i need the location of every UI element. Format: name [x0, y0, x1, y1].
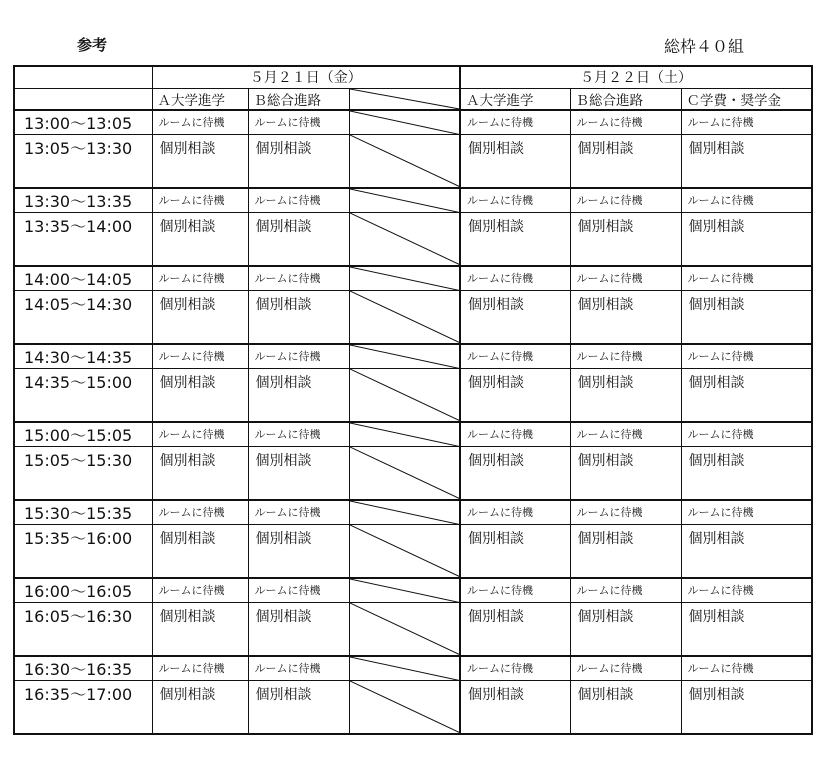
empty-cell [349, 656, 460, 681]
wait-row [14, 344, 812, 369]
wait-cell: ルームに待機 [248, 656, 349, 681]
time-cell: 15:35～16:00 [14, 525, 152, 578]
wait-cell: ルームに待機 [460, 500, 570, 525]
consult-cell: 個別相談 [248, 681, 349, 734]
consult-cell: 個別相談 [152, 525, 248, 578]
consult-cell: 個別相談 [570, 369, 681, 422]
consult-cell: 個別相談 [152, 369, 248, 422]
day-header-1: ５月２１日（金） [152, 66, 460, 88]
empty-cell [349, 603, 460, 656]
consult-cell: 個別相談 [570, 525, 681, 578]
wait-row [14, 578, 812, 603]
consult-cell: 個別相談 [681, 603, 812, 656]
page-label: 参考 [77, 36, 108, 54]
wait-cell: ルームに待機 [248, 188, 349, 213]
wait-cell: ルームに待機 [570, 266, 681, 291]
col-header: Ｃ学費・奨学金 [681, 88, 812, 110]
consult-cell: 個別相談 [248, 603, 349, 656]
col-header: Ｂ総合進路 [570, 88, 681, 110]
wait-cell: ルームに待機 [570, 188, 681, 213]
wait-row [14, 110, 812, 135]
empty-cell [349, 213, 460, 266]
consult-row [14, 291, 812, 344]
wait-row [14, 656, 812, 681]
wait-cell: ルームに待機 [681, 578, 812, 603]
wait-cell: ルームに待機 [152, 110, 248, 135]
time-cell: 13:00～13:05 [14, 110, 152, 135]
consult-cell: 個別相談 [681, 681, 812, 734]
consult-cell: 個別相談 [248, 447, 349, 500]
time-cell: 14:35～15:00 [14, 369, 152, 422]
time-cell: 16:05～16:30 [14, 603, 152, 656]
wait-row [14, 500, 812, 525]
consult-cell: 個別相談 [152, 447, 248, 500]
consult-cell: 個別相談 [248, 135, 349, 188]
empty-cell [349, 110, 460, 135]
consult-cell: 個別相談 [248, 525, 349, 578]
time-cell: 13:30～13:35 [14, 188, 152, 213]
consult-cell: 個別相談 [460, 135, 570, 188]
wait-cell: ルームに待機 [152, 266, 248, 291]
consult-cell: 個別相談 [460, 603, 570, 656]
wait-cell: ルームに待機 [248, 578, 349, 603]
wait-cell: ルームに待機 [570, 656, 681, 681]
consult-row [14, 603, 812, 656]
header-row-columns [14, 88, 812, 110]
col-header: Ｂ総合進路 [248, 88, 349, 110]
empty-cell [349, 88, 460, 110]
time-cell: 15:00～15:05 [14, 422, 152, 447]
wait-cell: ルームに待機 [460, 656, 570, 681]
time-cell: 13:35～14:00 [14, 213, 152, 266]
time-cell: 16:35～17:00 [14, 681, 152, 734]
wait-cell: ルームに待機 [681, 500, 812, 525]
consult-cell: 個別相談 [152, 135, 248, 188]
empty-cell [349, 135, 460, 188]
consult-cell: 個別相談 [681, 135, 812, 188]
total-capacity: 総枠４０組 [664, 37, 745, 56]
wait-cell: ルームに待機 [681, 188, 812, 213]
consult-row [14, 135, 812, 188]
header-row-days [14, 66, 812, 88]
wait-cell: ルームに待機 [248, 422, 349, 447]
time-cell: 15:30～15:35 [14, 500, 152, 525]
empty-cell [349, 447, 460, 500]
wait-cell: ルームに待機 [681, 656, 812, 681]
consult-cell: 個別相談 [152, 681, 248, 734]
consult-cell: 個別相談 [248, 213, 349, 266]
wait-cell: ルームに待機 [460, 266, 570, 291]
wait-cell: ルームに待機 [248, 110, 349, 135]
wait-cell: ルームに待機 [248, 500, 349, 525]
col-header: Ａ大学進学 [460, 88, 570, 110]
empty-cell [349, 344, 460, 369]
empty-cell [349, 681, 460, 734]
wait-cell: ルームに待機 [460, 344, 570, 369]
consult-row [14, 213, 812, 266]
wait-cell: ルームに待機 [152, 188, 248, 213]
wait-cell: ルームに待機 [460, 422, 570, 447]
time-cell: 16:00～16:05 [14, 578, 152, 603]
wait-row [14, 422, 812, 447]
wait-cell: ルームに待機 [152, 578, 248, 603]
empty-cell [349, 578, 460, 603]
consult-cell: 個別相談 [570, 135, 681, 188]
consult-cell: 個別相談 [570, 603, 681, 656]
consult-cell: 個別相談 [570, 291, 681, 344]
empty-cell [349, 500, 460, 525]
consult-row [14, 525, 812, 578]
schedule-table [13, 65, 813, 735]
wait-cell: ルームに待機 [248, 266, 349, 291]
consult-cell: 個別相談 [152, 291, 248, 344]
wait-row [14, 266, 812, 291]
empty-cell [349, 525, 460, 578]
wait-cell: ルームに待機 [570, 344, 681, 369]
wait-cell: ルームに待機 [460, 110, 570, 135]
consult-row [14, 447, 812, 500]
consult-cell: 個別相談 [681, 447, 812, 500]
consult-cell: 個別相談 [460, 291, 570, 344]
consult-cell: 個別相談 [460, 213, 570, 266]
empty-cell [349, 291, 460, 344]
empty-cell [349, 422, 460, 447]
time-cell: 16:30～16:35 [14, 656, 152, 681]
consult-cell: 個別相談 [248, 291, 349, 344]
empty-cell [349, 369, 460, 422]
consult-cell: 個別相談 [152, 603, 248, 656]
wait-cell: ルームに待機 [681, 266, 812, 291]
header-corner [14, 66, 152, 88]
consult-cell: 個別相談 [460, 369, 570, 422]
consult-cell: 個別相談 [570, 447, 681, 500]
wait-cell: ルームに待機 [570, 422, 681, 447]
consult-cell: 個別相談 [152, 213, 248, 266]
wait-cell: ルームに待機 [570, 500, 681, 525]
consult-cell: 個別相談 [681, 525, 812, 578]
time-cell: 14:30～14:35 [14, 344, 152, 369]
wait-cell: ルームに待機 [248, 344, 349, 369]
time-cell: 14:00～14:05 [14, 266, 152, 291]
empty-cell [349, 266, 460, 291]
wait-cell: ルームに待機 [570, 578, 681, 603]
wait-cell: ルームに待機 [460, 188, 570, 213]
consult-cell: 個別相談 [460, 681, 570, 734]
header-corner-2 [14, 88, 152, 110]
day-header-2: ５月２２日（土） [460, 66, 812, 88]
consult-row [14, 369, 812, 422]
consult-cell: 個別相談 [570, 681, 681, 734]
consult-cell: 個別相談 [681, 291, 812, 344]
consult-cell: 個別相談 [570, 213, 681, 266]
consult-cell: 個別相談 [681, 213, 812, 266]
wait-cell: ルームに待機 [460, 578, 570, 603]
wait-cell: ルームに待機 [152, 656, 248, 681]
time-cell: 15:05～15:30 [14, 447, 152, 500]
wait-cell: ルームに待機 [681, 422, 812, 447]
wait-cell: ルームに待機 [152, 422, 248, 447]
consult-cell: 個別相談 [460, 525, 570, 578]
wait-cell: ルームに待機 [681, 344, 812, 369]
consult-cell: 個別相談 [248, 369, 349, 422]
wait-cell: ルームに待機 [681, 110, 812, 135]
consult-row [14, 681, 812, 734]
wait-row [14, 188, 812, 213]
wait-cell: ルームに待機 [152, 344, 248, 369]
col-header: Ａ大学進学 [152, 88, 248, 110]
wait-cell: ルームに待機 [152, 500, 248, 525]
wait-cell: ルームに待機 [570, 110, 681, 135]
time-cell: 13:05～13:30 [14, 135, 152, 188]
consult-cell: 個別相談 [681, 369, 812, 422]
time-cell: 14:05～14:30 [14, 291, 152, 344]
consult-cell: 個別相談 [460, 447, 570, 500]
empty-cell [349, 188, 460, 213]
